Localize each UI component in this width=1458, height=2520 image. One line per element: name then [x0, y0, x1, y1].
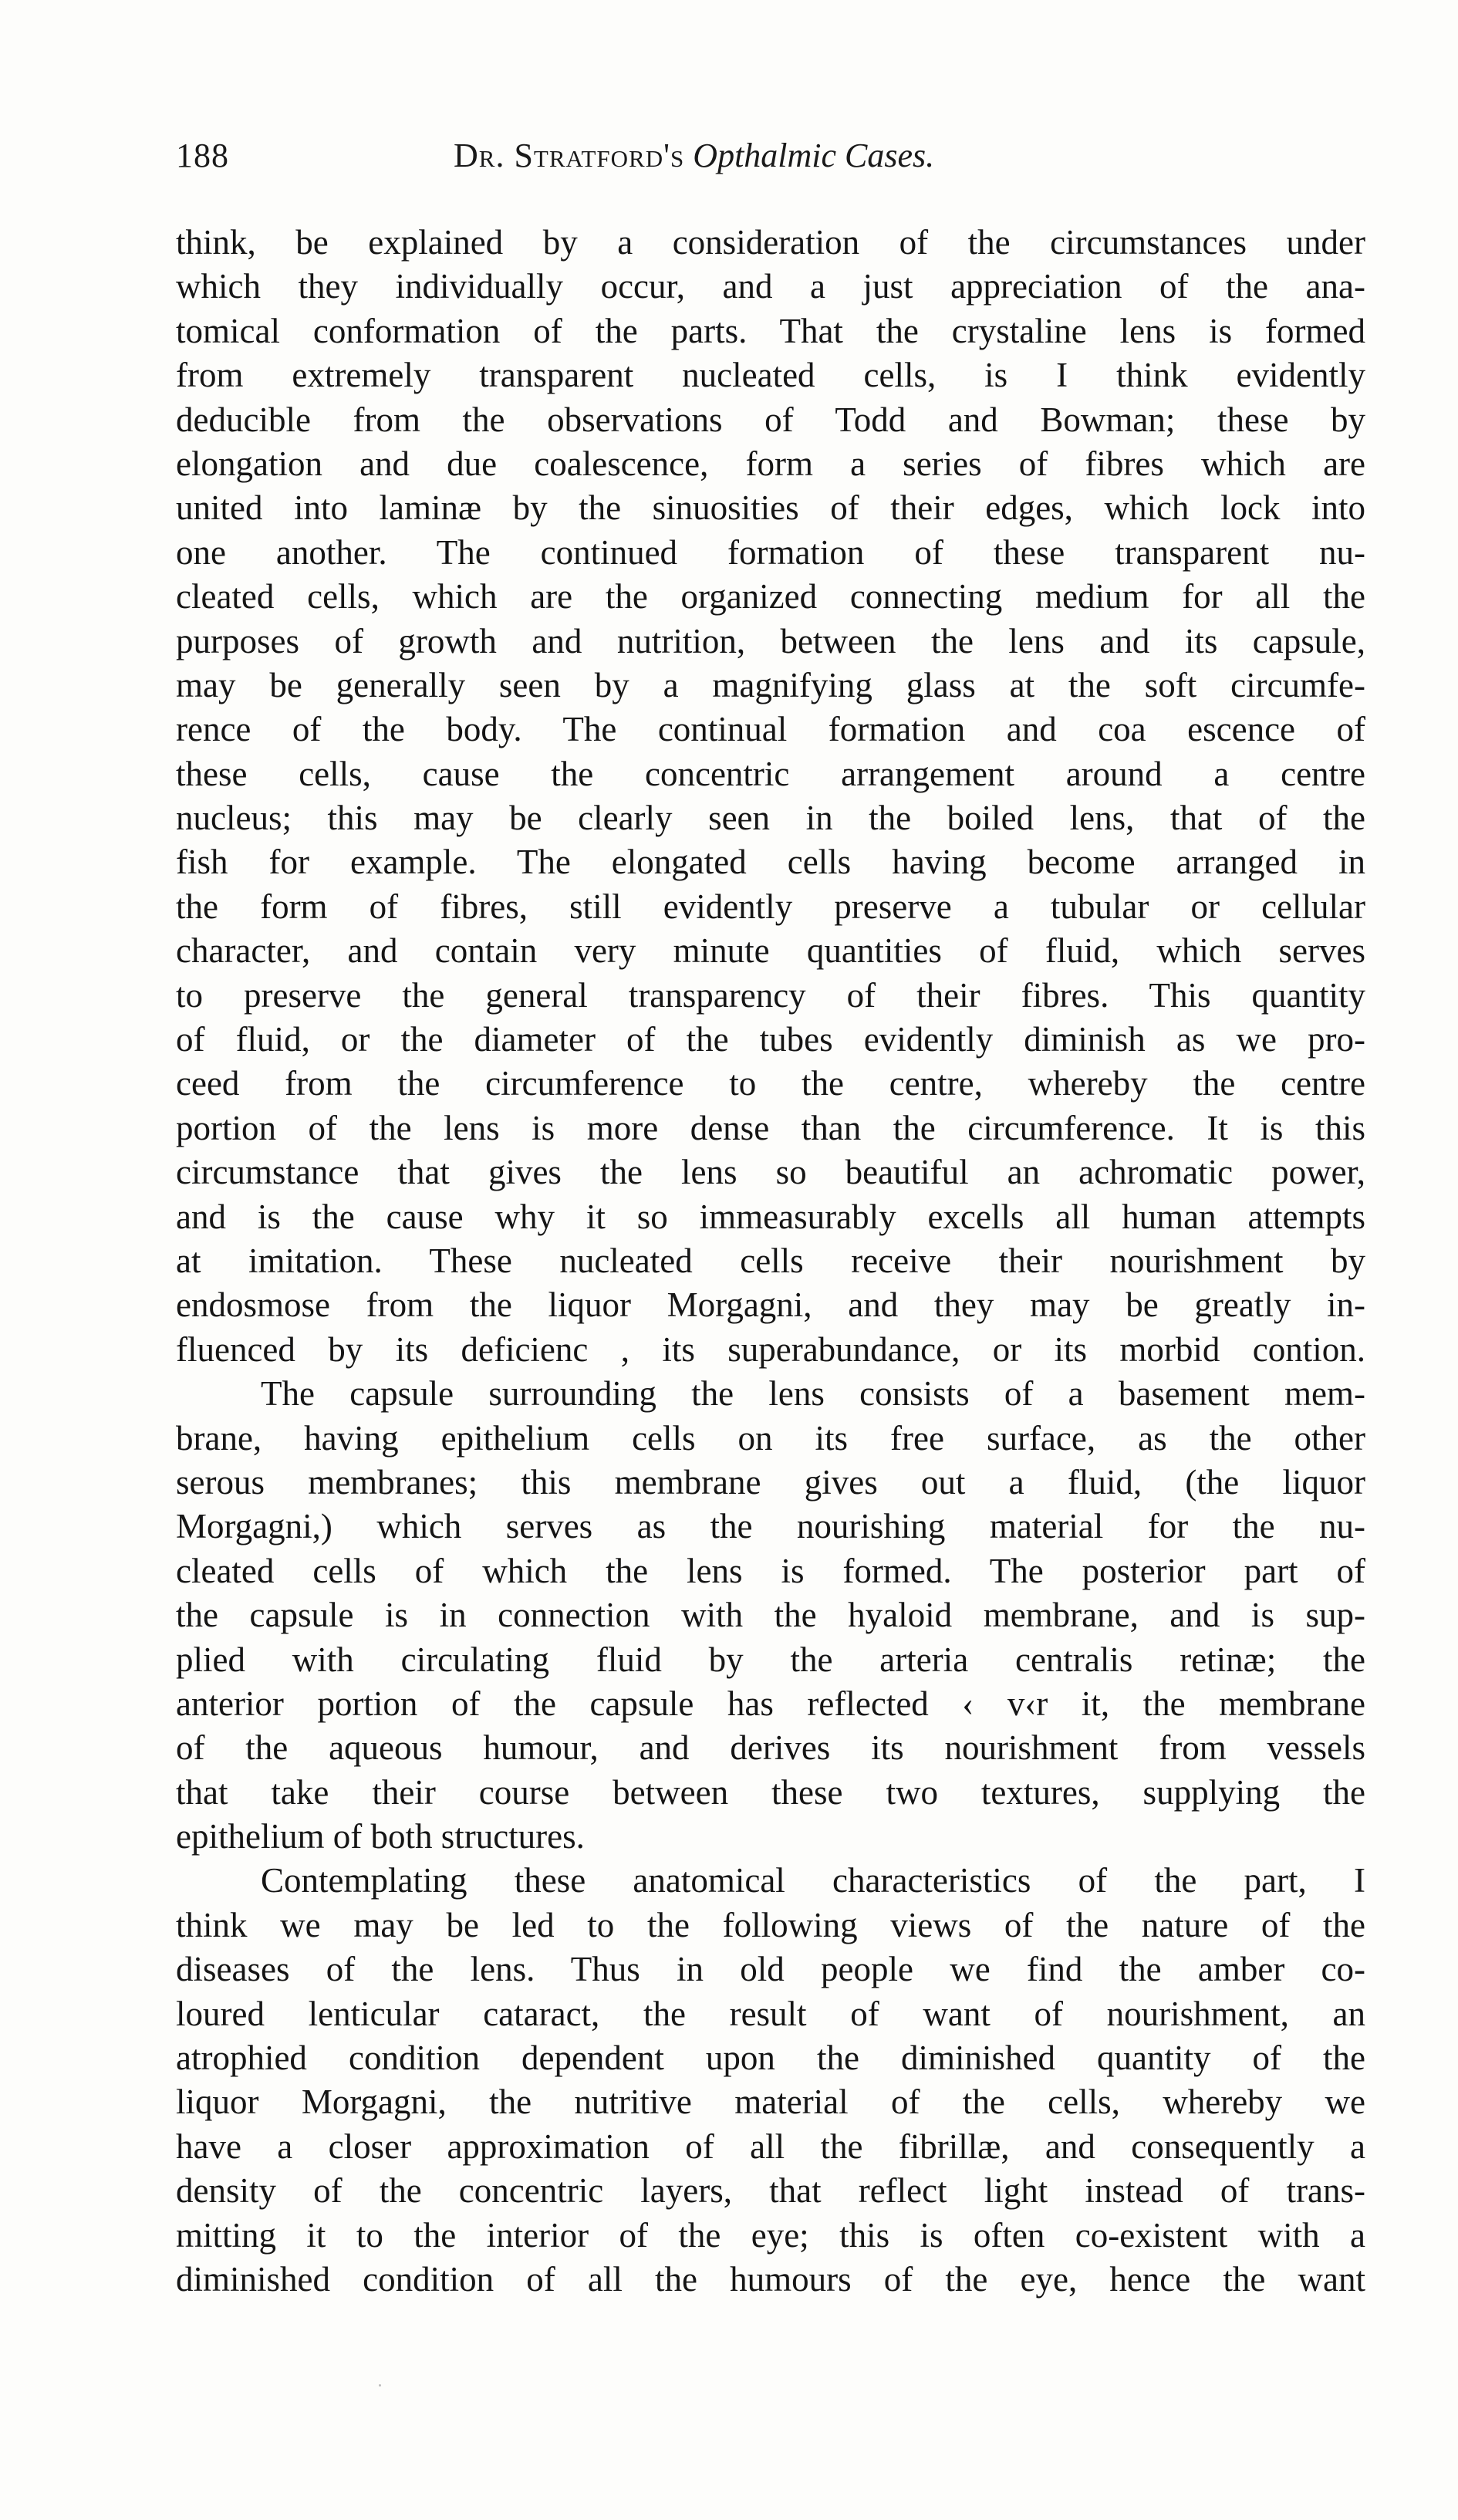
text-line: diseases of the lens. Thus in old people we find the amber co- — [176, 1950, 1365, 1989]
text-line: ceed from the circumference to the centre, whereby the centre — [176, 1064, 1365, 1103]
text-line: anterior portion of the capsule has reflected ‹ v‹r it, the membrane — [176, 1684, 1365, 1723]
text-line: character, and contain very minute quantities of fluid, which serves — [176, 931, 1365, 971]
running-head — [454, 136, 934, 175]
text-line: brane, having epithelium cells on its free surface, as the other — [176, 1418, 1365, 1458]
text-line: Morgagni,) which serves as the nourishing material for the nu- — [176, 1507, 1365, 1546]
text-line: cleated cells, which are the organized connecting medium for all the — [176, 577, 1365, 616]
text-line: endosmose from the liquor Morgagni, and they may be greatly in- — [176, 1285, 1365, 1325]
text-line: loured lenticular cataract, the result of want of nourishment, an — [176, 1994, 1365, 2033]
paper-speck — [379, 2384, 381, 2387]
text-line: mitting it to the interior of the eye; this is often co-existent with a — [176, 2215, 1365, 2255]
body-text — [176, 221, 1365, 2302]
text-line: liquor Morgagni, the nutritive material of the cells, whereby we — [176, 2083, 1365, 2122]
text-line: diminished condition of all the humours of the eye, hence the want — [176, 2259, 1365, 2299]
paragraph-start-line: Contemplating these anatomical characteristics of the part, I — [261, 1861, 1365, 1900]
text-line: cleated cells of which the lens is formed. The posterior part of — [176, 1551, 1365, 1590]
paragraph-start-line: The capsule surrounding the lens consists of a basement mem- — [261, 1374, 1365, 1414]
text-line: purposes of growth and nutrition, between the lens and its capsule, — [176, 621, 1365, 660]
text-line: at imitation. These nucleated cells receive their nourishment by — [176, 1241, 1365, 1280]
text-line: and is the cause why it so immeasurably excells all human attempts — [176, 1197, 1365, 1236]
running-head-author: Dr. Stratford's — [454, 137, 685, 174]
page-header — [176, 136, 1365, 190]
text-line: nucleus; this may be clearly seen in the boiled lens, that of the — [176, 799, 1365, 838]
text-line: of fluid, or the diameter of the tubes evidently diminish as we pro- — [176, 1020, 1365, 1059]
text-line: rence of the body. The continual formation and coa escence of — [176, 710, 1365, 749]
page-number: 188 — [176, 137, 229, 174]
text-line: to preserve the general transparency of their fibres. This quantity — [176, 975, 1365, 1015]
text-line: from extremely transparent nucleated cells, is I think evidently — [176, 356, 1365, 395]
text-line: may be generally seen by a magnifying glass at the soft circumfe- — [176, 665, 1365, 704]
text-line: which they individually occur, and a just appreciation of the ana- — [176, 267, 1365, 306]
text-line: fluenced by its deficienc , its superabundance, or its morbid contion. — [176, 1329, 1365, 1369]
text-line: one another. The continued formation of these transparent nu- — [176, 532, 1365, 572]
text-line: these cells, cause the concentric arrangement around a centre — [176, 754, 1365, 793]
text-line: deducible from the observations of Todd and Bowman; these by — [176, 400, 1365, 439]
text-line: united into laminæ by the sinuosities of their edges, which lock into — [176, 488, 1365, 528]
paragraph-end-line: epithelium of both structures. — [176, 1817, 585, 1856]
text-line: serous membranes; this membrane gives out a fluid, (the liquor — [176, 1462, 1365, 1502]
text-line: think we may be led to the following views of the nature of the — [176, 1905, 1365, 1944]
text-line: circumstance that gives the lens so beautiful an achromatic power, — [176, 1153, 1365, 1192]
text-line: density of the concentric layers, that reflect light instead of trans- — [176, 2171, 1365, 2211]
running-head-title: Opthalmic Cases. — [693, 137, 935, 174]
text-line: atrophied condition dependent upon the diminished quantity of the — [176, 2039, 1365, 2078]
text-line: elongation and due coalescence, form a series of fibres which are — [176, 444, 1365, 483]
text-line: portion of the lens is more dense than the circumference. It is this — [176, 1108, 1365, 1147]
text-line: that take their course between these two textures, supplying the — [176, 1772, 1365, 1812]
text-line: of the aqueous humour, and derives its nourishment from vessels — [176, 1728, 1365, 1768]
text-line: fish for example. The elongated cells having become arranged in — [176, 843, 1365, 882]
text-line: the capsule is in connection with the hyaloid membrane, and is sup- — [176, 1596, 1365, 1635]
text-line: the form of fibres, still evidently preserve a tubular or cellular — [176, 887, 1365, 926]
text-line: have a closer approximation of all the fibrillæ, and consequently a — [176, 2126, 1365, 2166]
text-line: tomical conformation of the parts. That the crystaline lens is formed — [176, 311, 1365, 350]
text-line: plied with circulating fluid by the arteria centralis retinæ; the — [176, 1640, 1365, 1679]
text-line: think, be explained by a consideration of the circumstances under — [176, 223, 1365, 262]
